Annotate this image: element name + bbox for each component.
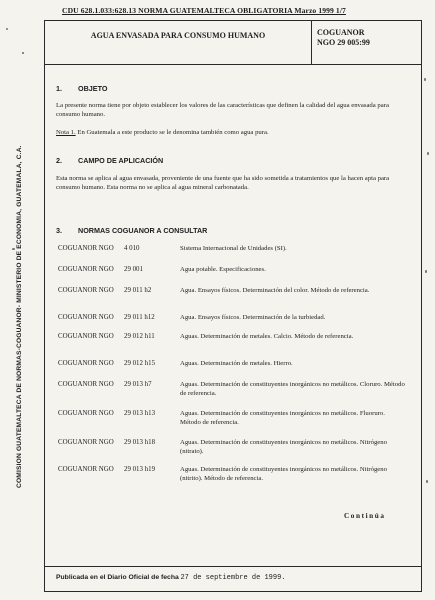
vertical-issuer-text: COMISION GUATEMALTECA DE NORMAS-COGUANOR- MINISTERIO DE ECONOMIA, GUATEMALA, C.A. <box>16 145 23 488</box>
reference-description: Aguas. Determinación de constituyentes inorgánicos no metálicos. Fluoruro. Método de referencia. <box>180 410 385 426</box>
reference-org: COGUANOR NGO <box>58 439 114 446</box>
reference-description: Sistema Internacional de Unidades (SI). <box>180 245 287 252</box>
scan-speck <box>6 28 8 30</box>
standard-code-number: NGO 29 005:99 <box>317 38 370 47</box>
section-number: 1. <box>56 84 62 93</box>
scan-speck <box>425 270 427 273</box>
reference-number: 4 010 <box>124 245 140 252</box>
standard-code <box>317 28 370 48</box>
scan-speck <box>426 480 428 483</box>
continued-marker: Continúa <box>344 512 386 520</box>
section-title: NORMAS COGUANOR A CONSULTAR <box>78 226 208 235</box>
reference-code <box>58 466 155 473</box>
reference-number: 29 011 h2 <box>124 287 152 294</box>
title-block <box>45 21 421 65</box>
reference-org: COGUANOR NGO <box>58 466 114 473</box>
reference-org: COGUANOR NGO <box>58 314 114 321</box>
reference-number: 29 013 h18 <box>124 439 156 446</box>
section-heading-normas <box>56 226 207 235</box>
note-1 <box>56 128 406 137</box>
reference-description: Agua. Ensayos físicos. Determinación del color. Método de referencia. <box>180 287 370 294</box>
reference-number: 29 012 h11 <box>124 333 155 340</box>
publication-date: 27 de septiembre de 1999. <box>180 574 286 582</box>
reference-description: Agua. Ensayos físicos. Determinación de la turbiedad. <box>180 314 326 321</box>
section-paragraph: Esta norma se aplica al agua envasada, proveniente de una fuente que ha sido sometida a tratamientos que la hacen apta para consumo humano. Esta norma no se aplica al agua mineral carbonatada. <box>56 175 390 192</box>
reference-number: 29 013 h19 <box>124 466 156 473</box>
note-label: Nota 1. <box>56 129 76 136</box>
publication-footer <box>56 574 286 582</box>
section-heading-campo <box>56 156 163 165</box>
reference-description: Aguas. Determinación de constituyentes inorgánicos no metálicos. Nitrógeno (nitrito). Método de referencia. <box>180 466 387 482</box>
note-text: En Guatemala a este producto se le denomina también como agua pura. <box>75 129 269 136</box>
reference-code <box>58 287 151 294</box>
section-paragraph: La presente norma tiene por objeto establecer los valores de las características que definen la calidad del agua envasada para consumo humano. <box>56 102 389 119</box>
reference-org: COGUANOR NGO <box>58 245 114 252</box>
scan-speck <box>427 152 429 155</box>
reference-number: 29 013 h7 <box>124 381 152 388</box>
reference-org: COGUANOR NGO <box>58 333 114 340</box>
section-title: CAMPO DE APLICACIÓN <box>78 156 164 165</box>
reference-number: 29 012 h15 <box>124 360 156 367</box>
reference-code <box>58 410 155 417</box>
reference-number: 29 001 <box>124 266 143 273</box>
reference-description: Aguas. Determinación de constituyentes inorgánicos no metálicos. Cloruro. Método de referencia. <box>180 381 405 397</box>
title-divider <box>311 21 312 65</box>
scan-speck <box>22 52 24 54</box>
reference-description: Aguas. Determinación de metales. Calcio. Método de referencia. <box>180 333 354 340</box>
footer-divider <box>44 566 422 567</box>
reference-code <box>58 381 152 388</box>
scan-speck <box>424 78 426 81</box>
reference-code <box>58 314 155 321</box>
section-title: OBJETO <box>78 84 108 93</box>
reference-org: COGUANOR NGO <box>58 360 114 367</box>
reference-code <box>58 333 155 340</box>
reference-number: 29 011 h12 <box>124 314 155 321</box>
section-number: 3. <box>56 226 62 235</box>
reference-description: Aguas. Determinación de constituyentes inorgánicos no metálicos. Nitrógeno (nitrato). <box>180 439 387 455</box>
section-heading-objeto <box>56 84 107 93</box>
reference-code <box>58 439 155 446</box>
reference-description: Agua potable. Especificaciones. <box>180 266 266 273</box>
scan-speck <box>12 248 15 250</box>
standard-code-org: COGUANOR <box>317 28 365 37</box>
reference-org: COGUANOR NGO <box>58 381 114 388</box>
document-header: CDU 628.1.033:628.13 NORMA GUATEMALTECA OBLIGATORIA Marzo 1999 1/7 <box>62 6 346 15</box>
document-title: AGUA ENVASADA PARA CONSUMO HUMANO <box>90 31 266 40</box>
reference-description: Aguas. Determinación de metales. Hierro. <box>180 360 293 367</box>
reference-number: 29 013 h13 <box>124 410 156 417</box>
section-number: 2. <box>56 156 62 165</box>
reference-org: COGUANOR NGO <box>58 287 114 294</box>
reference-code <box>58 245 140 252</box>
reference-org: COGUANOR NGO <box>58 410 114 417</box>
publication-label: Publicada en el Diario Oficial de fecha <box>56 574 179 581</box>
reference-code <box>58 360 155 367</box>
reference-org: COGUANOR NGO <box>58 266 114 273</box>
reference-code <box>58 266 143 273</box>
